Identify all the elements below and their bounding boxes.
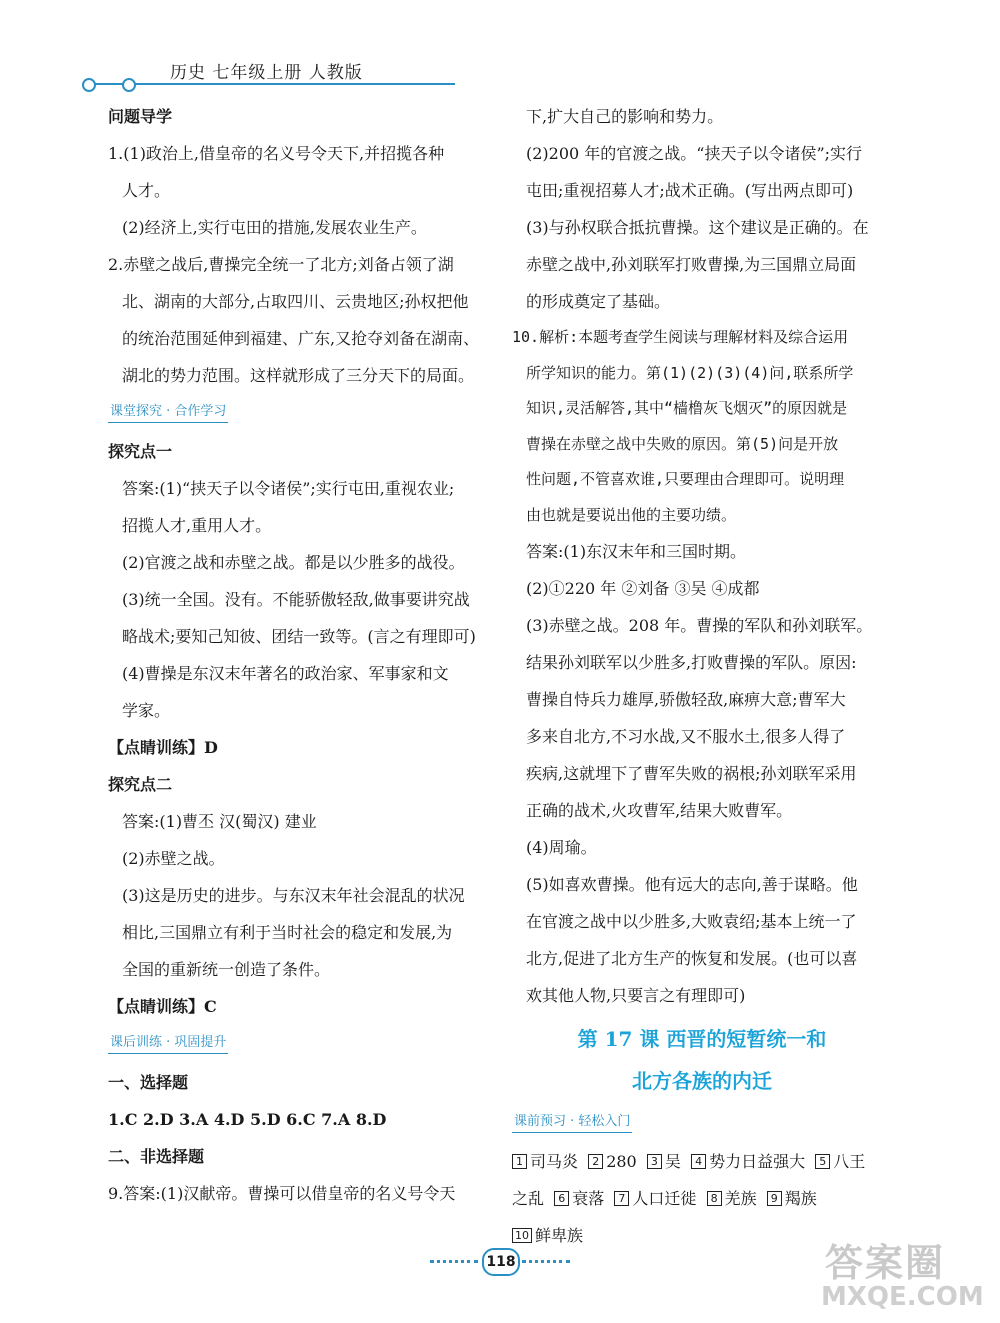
choice-answers: 1.C 2.D 3.A 4.D 5.D 6.C 7.A 8.D xyxy=(108,1110,387,1129)
answer-line: 赤壁之战中,孙刘联军打败曹操,为三国鼎立局面 xyxy=(526,255,857,274)
section-tag-preview: 课前预习 · 轻松入门 xyxy=(512,1112,632,1133)
preview-answer: 之乱 xyxy=(512,1189,545,1208)
item-number-box: 10 xyxy=(512,1228,532,1243)
header-rule xyxy=(90,83,455,85)
answer-line: 在官渡之战中以少胜多,大败袁绍;基本上统一了 xyxy=(526,912,857,931)
right-column xyxy=(512,98,892,1254)
item-number-box: 3 xyxy=(647,1154,662,1169)
item-number-box: 1 xyxy=(512,1154,527,1169)
answer-line: (4)周瑜。 xyxy=(526,838,597,857)
answer-line: 结果孙刘联军以少胜多,打败曹操的军队。原因: xyxy=(526,653,857,672)
answer-line: 1.(1)政治上,借皇帝的名义号令天下,并招揽各种 xyxy=(108,144,445,163)
choice-heading: 一、选择题 xyxy=(108,1073,189,1092)
answer-line: (3)赤壁之战。208 年。曹操的军队和孙刘联军。 xyxy=(526,616,873,635)
lesson-title-line-2: 北方各族的内迁 xyxy=(632,1069,772,1093)
item-number-box: 9 xyxy=(767,1191,782,1206)
answer-line: 北方,促进了北方生产的恢复和发展。(也可以喜 xyxy=(526,949,858,968)
left-column xyxy=(108,98,488,1212)
answer-line: 曹操自恃兵力雄厚,骄傲轻敌,麻痹大意;曹军大 xyxy=(526,690,846,709)
answer-line: 的统治范围延伸到福建、广东,又抢夺刘备在湖南、 xyxy=(122,329,480,348)
page-footer xyxy=(430,1246,570,1276)
answer-line: (3)统一全国。没有。不能骄傲轻敌,做事要讲究战 xyxy=(122,590,470,609)
footer-dots xyxy=(522,1260,570,1263)
answer-line: (3)与孙权联合抵抗曹操。这个建议是正确的。在 xyxy=(526,218,869,237)
answer-line: 人才。 xyxy=(122,181,171,200)
answer-line: 下,扩大自己的影响和势力。 xyxy=(526,107,724,126)
preview-answer: 羯族 xyxy=(784,1189,817,1208)
analysis-line: 曹操在赤壁之战中失败的原因。第(5)问是开放 xyxy=(526,434,839,453)
answer-line: 北、湖南的大部分,占取四川、云贵地区;孙权把他 xyxy=(122,292,469,311)
answer-line: 2.赤壁之战后,曹操完全统一了北方;刘备占领了湖 xyxy=(108,255,454,274)
answer-line: 相比,三国鼎立有利于当时社会的稳定和发展,为 xyxy=(122,923,453,942)
answer-line: 学家。 xyxy=(122,701,171,720)
answer-line: 湖北的势力范围。这样就形成了三分天下的局面。 xyxy=(122,366,475,385)
section-tag-classroom: 课堂探究 · 合作学习 xyxy=(108,402,228,423)
header-title: 历史 七年级上册 人教版 xyxy=(170,63,363,83)
answer-line: (4)曹操是东汉末年著名的政治家、军事家和文 xyxy=(122,664,449,683)
answer-line: (2)200 年的官渡之战。“挟天子以令诸侯”;实行 xyxy=(526,144,863,163)
answer-line: 多来自北方,不习水战,又不服水土,很多人得了 xyxy=(526,727,846,746)
explore-heading-2: 探究点二 xyxy=(108,775,173,794)
answer-line: 招揽人才,重用人才。 xyxy=(122,516,272,535)
explore-heading-1: 探究点一 xyxy=(108,442,173,461)
nonchoice-heading: 二、非选择题 xyxy=(108,1147,205,1166)
page-number: 118 xyxy=(482,1248,520,1276)
item-number-box: 7 xyxy=(614,1191,629,1206)
header-circle-decoration xyxy=(122,78,136,92)
preview-answers-line-1 xyxy=(512,1143,892,1180)
answer-line: 正确的战术,火攻曹军,结果大败曹军。 xyxy=(526,801,793,820)
answer-line: 答案:(1)曹丕 汉(蜀汉) 建业 xyxy=(122,812,317,831)
header-circle-decoration xyxy=(82,78,96,92)
answer-line: (2)官渡之战和赤壁之战。都是以少胜多的战役。 xyxy=(122,553,465,572)
analysis-line: 10.解析:本题考查学生阅读与理解材料及综合运用 xyxy=(512,328,849,346)
footer-dots xyxy=(430,1260,478,1263)
watermark-url: MXQE.COM xyxy=(821,1282,984,1312)
answer-line: (2)赤壁之战。 xyxy=(122,849,225,868)
answer-line: 略战术;要知己知彼、团结一致等。(言之有理即可) xyxy=(122,627,476,646)
lesson-title-line-1: 第 17 课 西晋的短暂统一和 xyxy=(577,1027,827,1051)
answer-line: 疾病,这就埋下了曹军失败的祸根;孙刘联军采用 xyxy=(526,764,857,783)
answer-line: 屯田;重视招募人才;战术正确。(写出两点即可) xyxy=(526,181,854,200)
preview-answer: 羌族 xyxy=(724,1189,757,1208)
answer-line: 全国的重新统一创造了条件。 xyxy=(122,960,331,979)
training-answer-1: 【点睛训练】D xyxy=(108,738,218,757)
answer-line: (2)①220 年 ②刘备 ③吴 ④成都 xyxy=(526,579,760,598)
item-number-box: 8 xyxy=(707,1191,722,1206)
preview-answer: 八王 xyxy=(833,1152,866,1171)
answer-line: (5)如喜欢曹操。他有远大的志向,善于谋略。他 xyxy=(526,875,858,894)
answer-line: 答案:(1)东汉末年和三国时期。 xyxy=(526,542,747,561)
answer-line: 的形成奠定了基础。 xyxy=(526,292,671,311)
preview-answer: 势力日益强大 xyxy=(709,1152,806,1171)
item-number-box: 5 xyxy=(815,1154,830,1169)
preview-answer: 吴 xyxy=(664,1152,681,1171)
preview-answer: 人口迁徙 xyxy=(632,1189,697,1208)
preview-answers-line-2 xyxy=(512,1180,892,1217)
answer-line: (3)这是历史的进步。与东汉末年社会混乱的状况 xyxy=(122,886,465,905)
training-answer-2: 【点睛训练】C xyxy=(108,997,217,1016)
analysis-line: 性问题,不管喜欢谁,只要理由合理即可。说明理 xyxy=(526,470,845,488)
item-number-box: 4 xyxy=(691,1154,706,1169)
item-number-box: 2 xyxy=(588,1154,603,1169)
guide-heading: 问题导学 xyxy=(108,107,173,126)
answer-line: 答案:(1)“挟天子以令诸侯”;实行屯田,重视农业; xyxy=(122,479,455,498)
preview-answer: 280 xyxy=(606,1152,637,1171)
analysis-line: 所学知识的能力。第(1)(2)(3)(4)问,联系所学 xyxy=(526,363,854,382)
preview-answer: 衰落 xyxy=(572,1189,605,1208)
item-number-box: 6 xyxy=(554,1191,569,1206)
page-header xyxy=(82,56,482,96)
analysis-line: 由也就是要说出他的主要功绩。 xyxy=(526,505,737,524)
analysis-line: 知识,灵活解答,其中“樯橹灰飞烟灭”的原因就是 xyxy=(526,399,848,417)
watermark-logo: 答案圈 xyxy=(825,1241,946,1285)
preview-answer: 司马炎 xyxy=(530,1152,579,1171)
section-tag-after-class: 课后训练 · 巩固提升 xyxy=(108,1033,228,1054)
answer-line: 欢其他人物,只要言之有理即可) xyxy=(526,986,746,1005)
answer-line: 9.答案:(1)汉献帝。曹操可以借皇帝的名义号令天 xyxy=(108,1184,456,1203)
watermark xyxy=(815,1232,995,1322)
preview-answer: 鲜卑族 xyxy=(535,1226,584,1245)
answer-line: (2)经济上,实行屯田的措施,发展农业生产。 xyxy=(122,218,427,237)
